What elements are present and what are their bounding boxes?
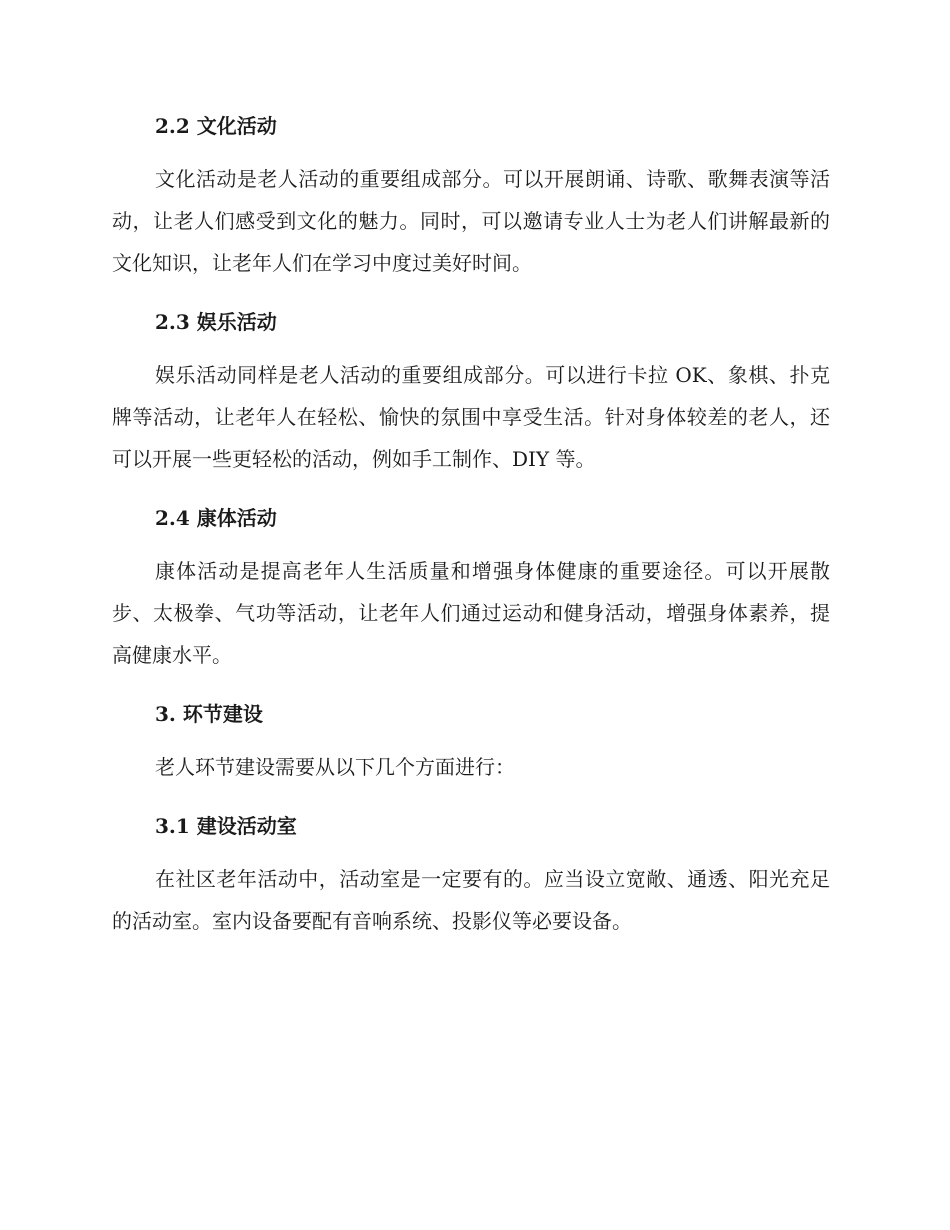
section-paragraph-3-1: 在社区老年活动中，活动室是一定要有的。应当设立宽敞、通透、阳光充足的活动室。室内设备要配有音响系统、投影仪等必要设备。: [112, 867, 830, 933]
section-paragraph-2-2: 文化活动是老人活动的重要组成部分。可以开展朗诵、诗歌、歌舞表演等活动，让老人们感受到文化的魅力。同时，可以邀请专业人士为老人们讲解最新的文化知识，让老年人们在学习中度过美好时间。: [112, 167, 830, 275]
section-heading-3: 3. 环节建设: [155, 702, 263, 726]
section-paragraph-3: 老人环节建设需要从以下几个方面进行：: [155, 755, 515, 779]
section-heading-3-1: 3.1 建设活动室: [155, 814, 297, 838]
section-paragraph-2-4: 康体活动是提高老年人生活质量和增强身体健康的重要途径。可以开展散步、太极拳、气功等活动，让老年人们通过运动和健身活动，增强身体素养，提高健康水平。: [112, 559, 830, 667]
section-paragraph-2-3: 娱乐活动同样是老人活动的重要组成部分。可以进行卡拉 OK、象棋、扑克牌等活动，让老年人在轻松、愉快的氛围中享受生活。针对身体较差的老人，还可以开展一些更轻松的活动，例如手工制作、DIY 等。: [112, 363, 830, 471]
section-heading-2-3: 2.3 娱乐活动: [155, 310, 277, 334]
section-heading-2-4: 2.4 康体活动: [155, 506, 277, 530]
section-heading-2-2: 2.2 文化活动: [155, 114, 277, 138]
document-page: [112, 108, 830, 962]
